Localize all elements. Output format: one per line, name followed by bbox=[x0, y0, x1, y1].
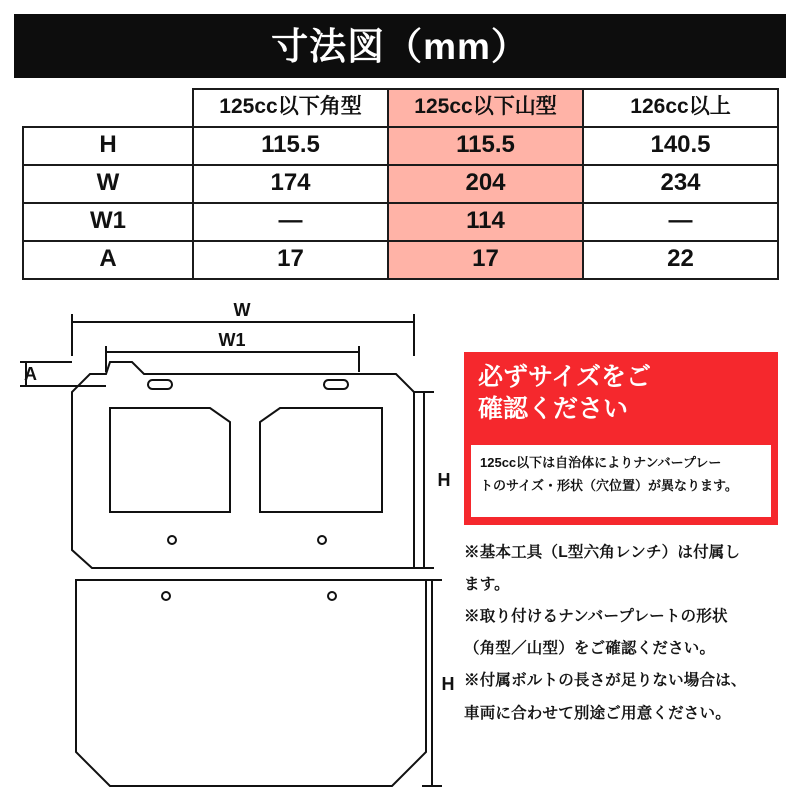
row-label-a: A bbox=[23, 241, 193, 279]
hole-upper-left bbox=[168, 536, 176, 544]
note-line: ます。 bbox=[464, 576, 510, 594]
label-w: W bbox=[233, 300, 251, 320]
label-w1: W1 bbox=[218, 330, 246, 350]
size-warning-body-inner bbox=[471, 445, 771, 517]
hole-lower-right bbox=[328, 592, 336, 600]
table-col-header-1: 125cc以下山型 bbox=[388, 89, 583, 127]
hole-upper-right bbox=[318, 536, 326, 544]
table-row bbox=[23, 127, 778, 165]
upper-slot-right bbox=[324, 380, 348, 389]
dimension-table bbox=[22, 88, 779, 280]
size-warning-heading-line2: 確認ください bbox=[478, 395, 629, 423]
cell-w1-0: — bbox=[193, 203, 388, 241]
cell-h-0: 115.5 bbox=[193, 127, 388, 165]
cell-h-2: 140.5 bbox=[583, 127, 778, 165]
row-label-h: H bbox=[23, 127, 193, 165]
table-col-header-0: 125cc以下角型 bbox=[193, 89, 388, 127]
size-warning-body bbox=[464, 445, 778, 525]
note-line: ※付属ボルトの長さが足りない場合は、 bbox=[464, 672, 747, 690]
cell-w1-2: — bbox=[583, 203, 778, 241]
cell-h-1: 115.5 bbox=[388, 127, 583, 165]
cell-w-0: 174 bbox=[193, 165, 388, 203]
upper-plate-outline bbox=[72, 362, 414, 568]
row-label-w1: W1 bbox=[23, 203, 193, 241]
size-warning-heading-line1: 必ずサイズをご bbox=[478, 363, 652, 391]
table-row bbox=[23, 203, 778, 241]
size-warning-heading bbox=[464, 352, 778, 445]
page-title: 寸法図（mm） bbox=[271, 25, 529, 67]
table-row bbox=[23, 241, 778, 279]
label-a: A bbox=[24, 364, 37, 384]
cell-w1-1: 114 bbox=[388, 203, 583, 241]
table-header-row bbox=[23, 89, 778, 127]
page-title-bar bbox=[14, 14, 786, 78]
table-corner-cell bbox=[23, 89, 193, 127]
inner-cutout-right bbox=[260, 408, 382, 512]
cell-w-1: 204 bbox=[388, 165, 583, 203]
table-row bbox=[23, 165, 778, 203]
size-warning-box bbox=[464, 352, 778, 525]
license-plate-holder-drawing bbox=[14, 300, 454, 790]
note-line: 車両に合わせて別途ご用意ください。 bbox=[464, 704, 731, 722]
size-warning-body-line1: 125cc以下は自治体によりナンバープレー bbox=[480, 455, 722, 470]
inner-cutout-left bbox=[110, 408, 230, 512]
cell-a-0: 17 bbox=[193, 241, 388, 279]
lower-plate-outline bbox=[76, 580, 426, 786]
size-warning-body-line2: トのサイズ・形状（穴位置）が異なります。 bbox=[480, 477, 738, 493]
cell-a-1: 17 bbox=[388, 241, 583, 279]
note-line: ※基本工具（L型六角レンチ）は付属し bbox=[464, 544, 741, 561]
upper-slot-left bbox=[148, 380, 172, 389]
table-col-header-2: 126cc以上 bbox=[583, 89, 778, 127]
notes-list bbox=[464, 540, 784, 733]
label-h-upper: H bbox=[437, 470, 451, 490]
cell-a-2: 22 bbox=[583, 241, 778, 279]
note-line: ※取り付けるナンバープレートの形状 bbox=[464, 608, 728, 626]
row-label-w: W bbox=[23, 165, 193, 203]
hole-lower-left bbox=[162, 592, 170, 600]
cell-w-2: 234 bbox=[583, 165, 778, 203]
note-line: （角型／山型）をご確認ください。 bbox=[464, 640, 716, 658]
label-h-lower: H bbox=[441, 674, 454, 694]
